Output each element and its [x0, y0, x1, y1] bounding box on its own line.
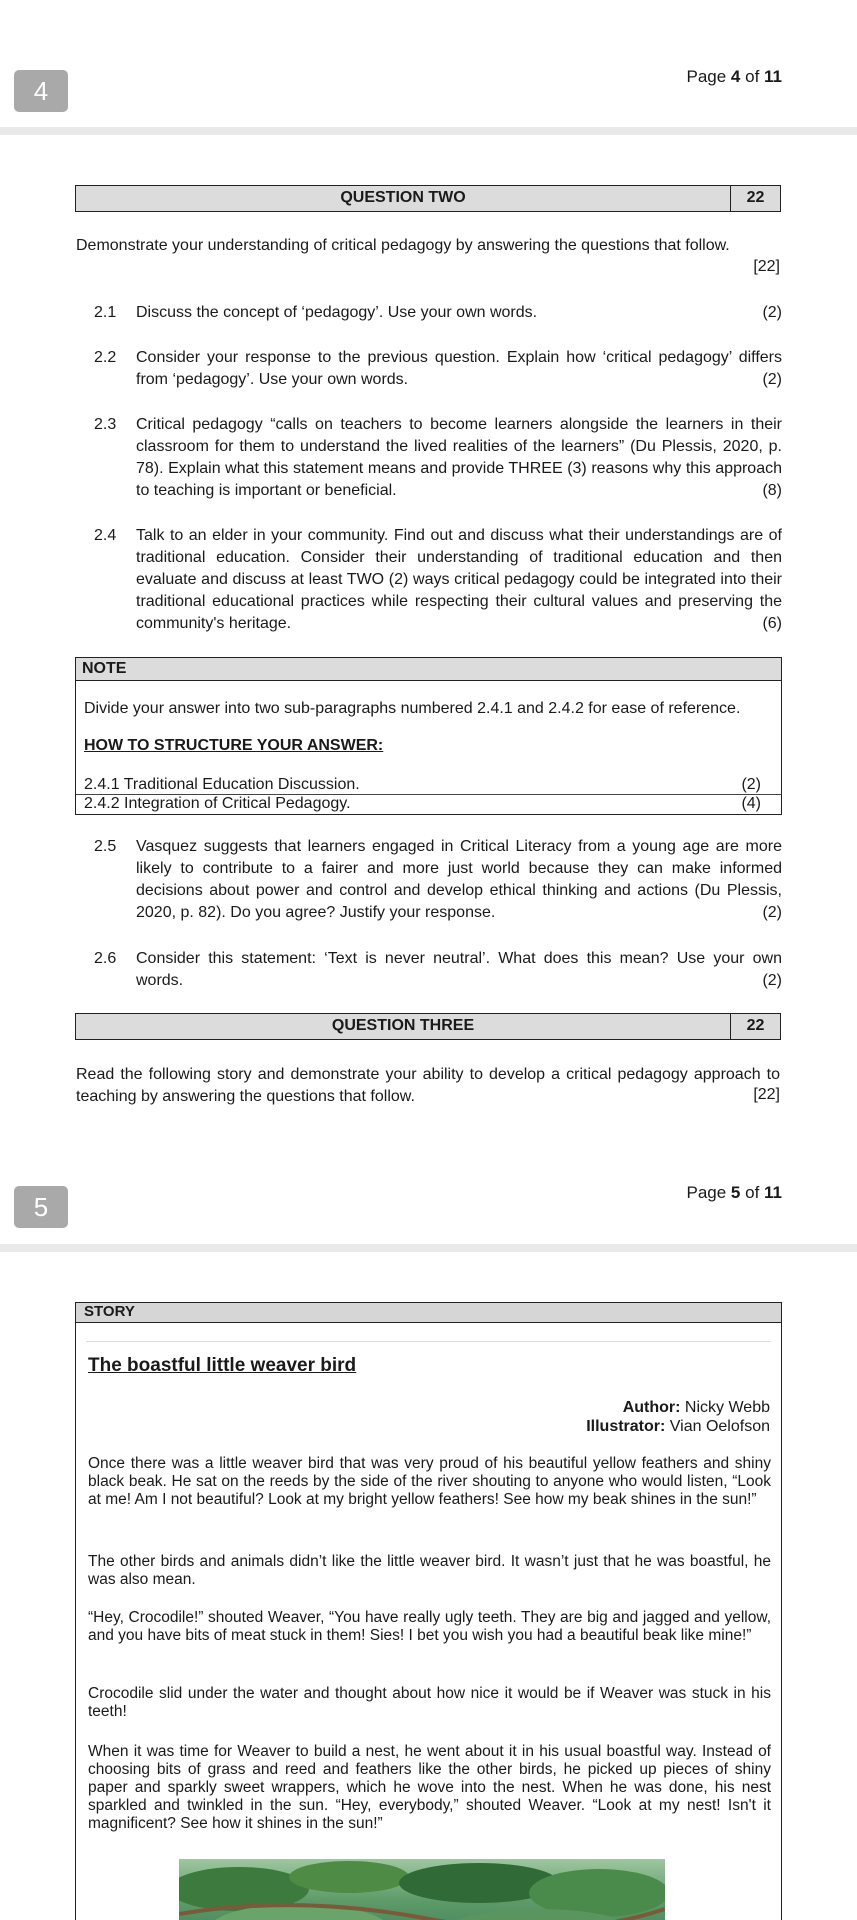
page-separator [0, 127, 857, 135]
question-marks: 22 [730, 1014, 780, 1039]
question-item-2-1 [94, 302, 782, 324]
page-indicator: Page 5 of 11 [686, 1183, 782, 1202]
story-rule [86, 1341, 771, 1342]
question-item-2-3 [94, 414, 782, 502]
structure-row: 2.4.2 Integration of Critical Pedagogy. (4) [84, 795, 761, 812]
story-title: The boastful little weaver bird [88, 1355, 357, 1376]
question-marks: (8) [762, 482, 782, 499]
question-text: Consider your response to the previous question. Explain how ‘critical pedagogy’ differs from ‘pedagogy’. Use your own words. [136, 349, 782, 388]
note-box [75, 657, 782, 815]
leaves-illustration-icon [179, 1859, 665, 1920]
structure-row: 2.4.1 Traditional Education Discussion. (2) [84, 776, 761, 793]
note-heading: NOTE [76, 658, 781, 681]
question-number: 2.1 [94, 304, 117, 321]
story-illustrator: Illustrator: Vian Oelofson [586, 1418, 770, 1435]
question-number: 2.5 [94, 838, 117, 855]
question-three-intro: Read the following story and demonstrate your ability to develop a critical pedagogy approach to teaching by answering the questions that follow. [76, 1066, 780, 1105]
note-instruction: Divide your answer into two sub-paragraphs numbered 2.4.1 and 2.4.2 for ease of reference. [84, 700, 741, 717]
question-number: 2.2 [94, 349, 117, 366]
structure-heading: HOW TO STRUCTURE YOUR ANSWER: [84, 737, 384, 754]
question-three-total-marks: [22] [753, 1086, 780, 1103]
page-number-badge: 5 [14, 1186, 68, 1228]
story-paragraph: The other birds and animals didn’t like the little weaver bird. It wasn’t just that he was boastful, he was also mean. [88, 1553, 771, 1588]
question-text: Vasquez suggests that learners engaged in Critical Literacy from a young age are more likely to contribute to a fairer and more just world because they can make informed decisions about power and control and develop ethical thinking and actions (Du Plessis, 2020, p. 82). Do you agree? Justify your response. [136, 838, 782, 921]
question-item-2-6 [94, 948, 782, 992]
question-number: 2.4 [94, 527, 117, 544]
question-marks: 22 [730, 186, 780, 211]
page-separator [0, 1244, 857, 1252]
question-three-header [75, 1013, 781, 1040]
story-paragraph: Once there was a little weaver bird that was very proud of his beautiful yellow feathers and shiny black beak. He sat on the reeds by the side of the river shouting to anyone who would listen, “Look at me! Am I not beautiful? Look at my bright yellow feathers! See how my beak shines in the sun!” [88, 1455, 771, 1508]
question-number: 2.6 [94, 950, 117, 967]
question-marks: (2) [762, 304, 782, 321]
story-paragraph: “Hey, Crocodile!” shouted Weaver, “You have really ugly teeth. They are big and jagged and yellow, and you have bits of meat stuck in them! Sies! I bet you wish you had a beautiful beak like mine!” [88, 1609, 771, 1644]
question-text: Consider this statement: ‘Text is never neutral’. What does this mean? Use your own words. [136, 950, 782, 989]
question-marks: (2) [762, 972, 782, 989]
question-item-2-4 [94, 525, 782, 635]
question-number: 2.3 [94, 416, 117, 433]
question-marks: (6) [762, 615, 782, 632]
story-author: Author: Nicky Webb [622, 1399, 770, 1416]
question-text: Critical pedagogy “calls on teachers to become learners alongside the learners in their classroom for them to understand the lived realities of the learners” (Du Plessis, 2020, p. 78). Explain what this statement means and provide THREE (3) reasons why this approach to teaching is important or beneficial. [136, 416, 782, 499]
question-text: Discuss the concept of ‘pedagogy’. Use your own words. [136, 304, 538, 321]
story-paragraph: When it was time for Weaver to build a nest, he went about it in his usual boastful way. Instead of choosing bits of grass and reed and feathers like the other birds, he picked up pieces of shiny paper and sparkly sweet wrappers, which he wove into the nest. When he was done, his nest sparkled and twinkled in the sun. “Hey, everybody,” shouted Weaver. “Look at my nest! Isn't it magnificent? See how it shines in the sun!” [88, 1743, 771, 1832]
question-marks: (2) [762, 371, 782, 388]
page-number-badge: 4 [14, 70, 68, 112]
question-two-header [75, 185, 781, 212]
question-two-intro: Demonstrate your understanding of critical pedagogy by answering the questions that follow. [76, 237, 730, 254]
question-two-total-marks: [22] [753, 258, 780, 275]
question-title: QUESTION TWO [340, 189, 466, 206]
story-heading: STORY [76, 1303, 781, 1323]
story-illustration [179, 1859, 665, 1920]
story-paragraph: Crocodile slid under the water and thought about how nice it would be if Weaver was stuck in his teeth! [88, 1685, 771, 1720]
page-indicator: Page 4 of 11 [686, 67, 782, 86]
question-item-2-2 [94, 347, 782, 391]
story-box [75, 1302, 782, 1920]
question-text: Talk to an elder in your community. Find out and discuss what their understandings are of traditional education. Consider their understanding of traditional education and then evaluate and discuss at least TWO (2) ways critical pedagogy could be integrated into their traditional educational practices while respecting their cultural values and preserving the community's heritage. [136, 527, 782, 632]
question-title: QUESTION THREE [331, 1017, 475, 1034]
question-item-2-5 [94, 836, 782, 924]
question-marks: (2) [762, 904, 782, 921]
